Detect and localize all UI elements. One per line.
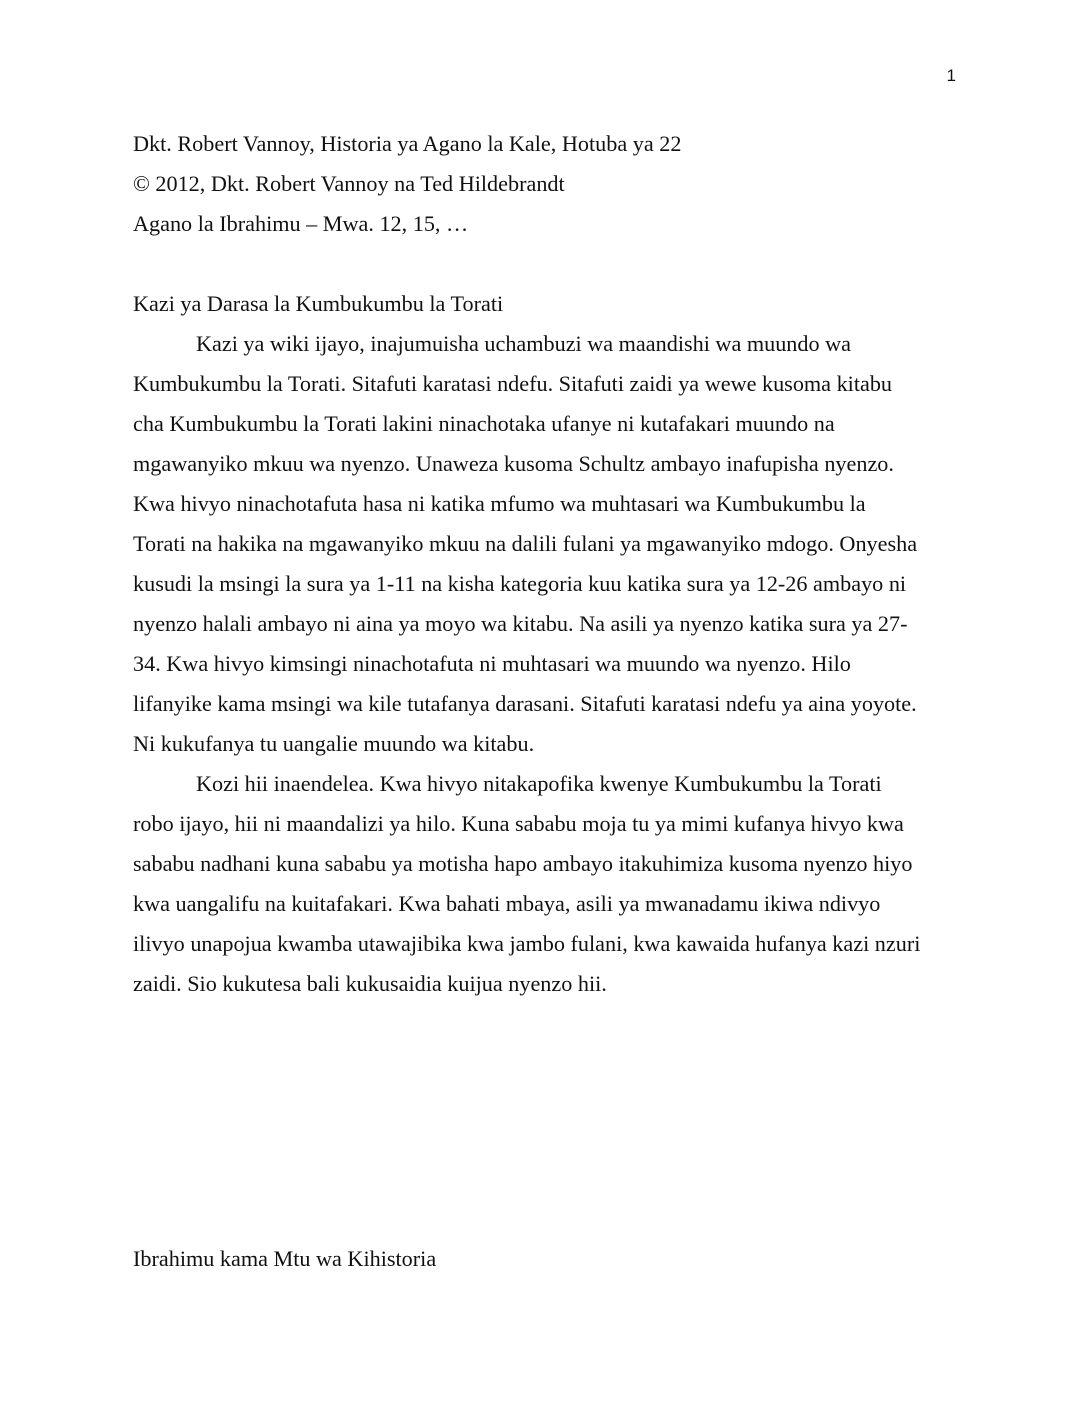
paragraph-1-line: lifanyike kama msingi wa kile tutafanya darasani. Sitafuti karatasi ndefu ya aina yoyote. <box>133 691 917 716</box>
header-line-2: © 2012, Dkt. Robert Vannoy na Ted Hildebrandt <box>133 171 565 196</box>
paragraph-1-line: kusudi la msingi la sura ya 1-11 na kisha kategoria kuu katika sura ya 12-26 ambayo ni <box>133 571 907 596</box>
paragraph-1-line: nyenzo halali ambayo ni aina ya moyo wa kitabu. Na asili ya nyenzo katika sura ya 27- <box>133 611 908 636</box>
paragraph-2-line: kwa uangalifu na kuitafakari. Kwa bahati mbaya, asili ya mwanadamu ikiwa ndivyo <box>133 891 881 916</box>
document-body <box>133 124 959 1004</box>
paragraph-2-line: zaidi. Sio kukutesa bali kukusaidia kuijua nyenzo hii. <box>133 971 607 996</box>
paragraph-2-line: Kozi hii inaendelea. Kwa hivyo nitakapofika kwenye Kumbukumbu la Torati <box>196 771 882 796</box>
paragraph-1-line: 34. Kwa hivyo kimsingi ninachotafuta ni muhtasari wa muundo wa nyenzo. Hilo <box>133 651 851 676</box>
section-title-abraham-historical: Ibrahimu kama Mtu wa Kihistoria <box>133 1246 437 1271</box>
paragraph-1-line: cha Kumbukumbu la Torati lakini ninachotaka ufanye ni kutafakari muundo na <box>133 411 835 436</box>
paragraph-2-line: sababu nadhani kuna sababu ya motisha hapo ambayo itakuhimiza kusoma nyenzo hiyo <box>133 851 913 876</box>
paragraph-1-line: Kazi ya wiki ijayo, inajumuisha uchambuzi wa maandishi wa muundo wa <box>196 331 851 356</box>
header-line-3: Agano la Ibrahimu – Mwa. 12, 15, … <box>133 211 469 236</box>
header-line-1: Dkt. Robert Vannoy, Historia ya Agano la Kale, Hotuba ya 22 <box>133 131 682 156</box>
paragraph-1-line: Kumbukumbu la Torati. Sitafuti karatasi ndefu. Sitafuti zaidi ya wewe kusoma kitabu <box>133 371 893 396</box>
paragraph-1-line: Torati na hakika na mgawanyiko mkuu na dalili fulani ya mgawanyiko mdogo. Onyesha <box>133 531 918 556</box>
paragraph-1-line: mgawanyiko mkuu wa nyenzo. Unaweza kusoma Schultz ambayo inafupisha nyenzo. <box>133 451 894 476</box>
paragraph-2-line: ilivyo unapojua kwamba utawajibika kwa jambo fulani, kwa kawaida hufanya kazi nzuri <box>133 931 921 956</box>
paragraph-2-line: robo ijayo, hii ni maandalizi ya hilo. Kuna sababu moja tu ya mimi kufanya hivyo kwa <box>133 811 904 836</box>
paragraph-1-line: Ni kukufanya tu uangalie muundo wa kitabu. <box>133 731 535 756</box>
paragraph-1-line: Kwa hivyo ninachotafuta hasa ni katika mfumo wa muhtasari wa Kumbukumbu la <box>133 491 866 516</box>
paragraph-1 <box>133 324 959 764</box>
paragraph-2 <box>133 764 959 1004</box>
page-number: 1 <box>946 66 956 85</box>
section-title-deuteronomy-assignment: Kazi ya Darasa la Kumbukumbu la Torati <box>133 291 504 316</box>
